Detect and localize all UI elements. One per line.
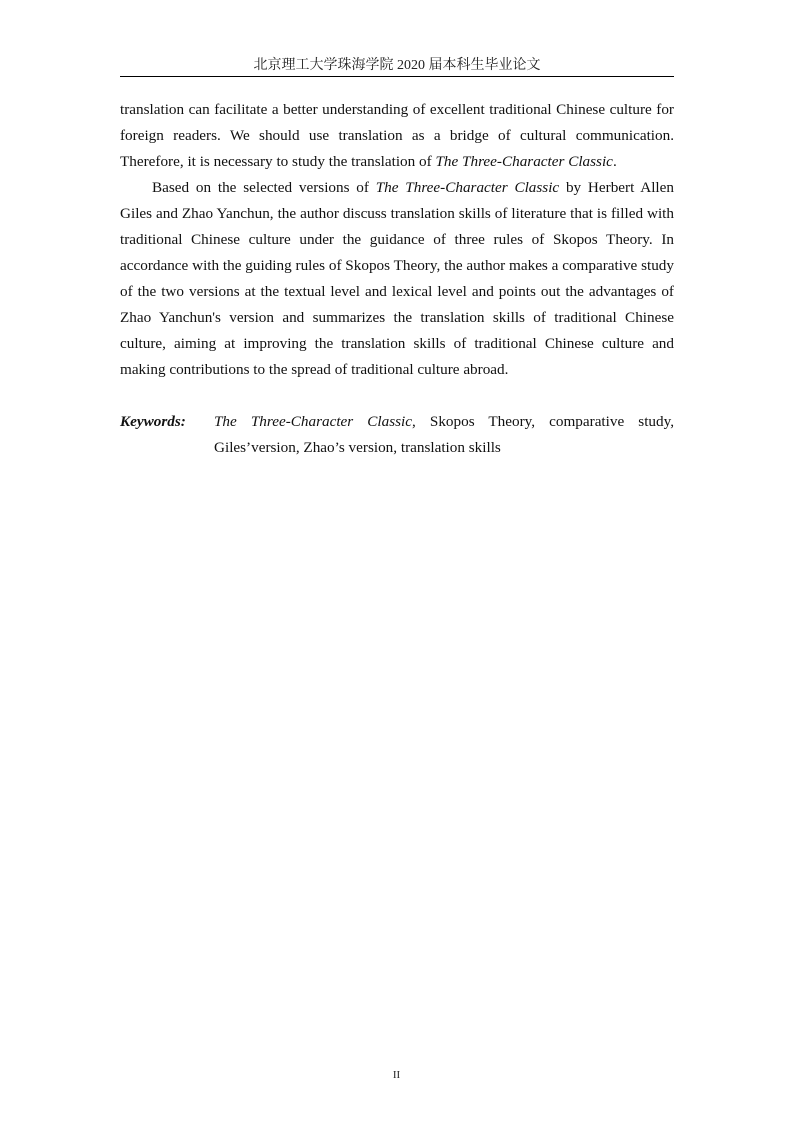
keywords-label: Keywords: — [120, 413, 186, 430]
keywords-line-1 — [120, 409, 674, 435]
keywords-title-term: The Three-Character Classic — [213, 413, 412, 430]
paragraph-1-end: . — [612, 153, 617, 170]
paragraph-2-book-title: The Three-Character Classic — [375, 179, 560, 196]
paragraph-2-start: Based on the selected versions of — [152, 179, 376, 196]
paragraph-2 — [120, 175, 674, 383]
paragraph-1-book-title: The Three-Character Classic — [435, 153, 613, 170]
keywords-line-2: Giles’version, Zhao’s version, translation skills — [214, 439, 501, 456]
paragraph-2-rest: by Herbert Allen Giles and Zhao Yanchun, the author discuss translation skills of literature that is filled with traditional Chinese culture under the guidance of three rules of Skopos Theory. In accordance with the guiding rules of Skopos Theory, the author makes a comparative study of the two versions at the textual level and lexical level and points out the advantages of Zhao Yanchun's version and summarizes the translation skills of traditional Chinese culture, aiming at improving the translation skills of traditional Chinese culture and making contributions to the spread of traditional culture abroad. — [120, 179, 674, 378]
abstract-body — [120, 97, 674, 383]
page-header: 北京理工大学珠海学院 2020 届本科生毕业论文 — [253, 58, 541, 73]
page-number: II — [392, 1069, 401, 1081]
paragraph-1 — [120, 97, 674, 175]
paragraph-1-text: translation can facilitate a better understanding of excellent traditional Chinese culture for foreign readers. We should use translation as a bridge of cultural communication. Therefore, it is necessary to study the translation of — [120, 101, 674, 170]
keywords-block — [120, 409, 674, 461]
header-divider — [120, 76, 674, 77]
keywords-line-1-rest: , Skopos Theory, comparative study, — [412, 413, 675, 430]
